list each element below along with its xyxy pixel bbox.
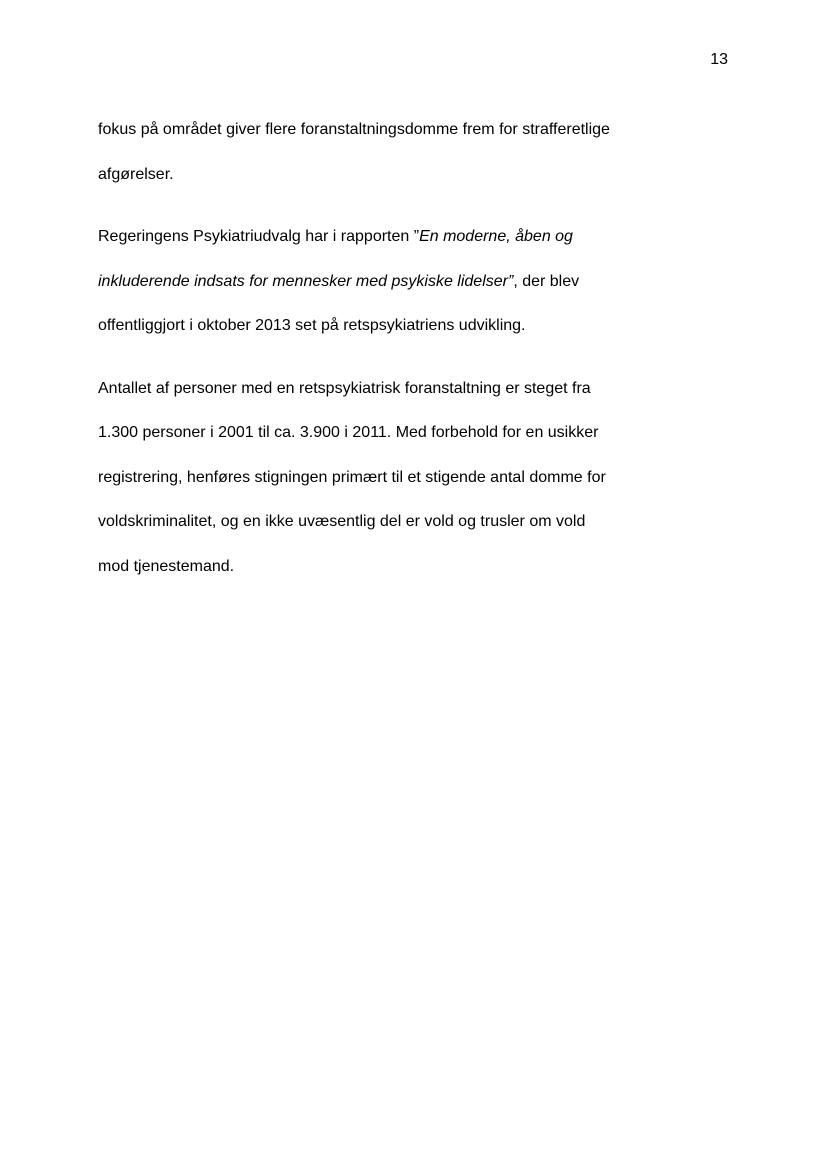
paragraph-line: voldskriminalitet, og en ikke uvæsentlig del er vold og trusler om vold [98, 513, 586, 530]
paragraph-line [98, 215, 738, 260]
paragraph-line: 1.300 personer i 2001 til ca. 3.900 i 2011. Med forbehold for en usikker [98, 424, 599, 441]
page-number: 13 [710, 51, 728, 68]
body-text [98, 108, 738, 607]
paragraph-1 [98, 108, 738, 197]
paragraph-2 [98, 215, 738, 349]
text-segment: , der blev [513, 272, 580, 290]
paragraph-line: Antallet af personer med en retspsykiatrisk foranstaltning er steget fra [98, 379, 591, 397]
paragraph-line: offentliggjort i oktober 2013 set på retspsykiatriens udvikling. [98, 317, 526, 334]
text-segment: Regeringens Psykiatriudvalg har i rapporten ” [98, 228, 420, 245]
report-title-part-1: En moderne, åben og [419, 228, 573, 245]
paragraph-line: mod tjenestemand. [98, 557, 235, 575]
paragraph-line [98, 260, 738, 305]
paragraph-3 [98, 367, 738, 590]
paragraph-line: afgørelser. [98, 165, 174, 183]
report-title-part-2: inkluderende indsats for mennesker med psykiske lidelser” [98, 272, 514, 290]
paragraph-line: fokus på området giver flere foranstaltningsdomme frem for strafferetlige [98, 121, 610, 138]
paragraph-line: registrering, henføres stigningen primært til et stigende antal domme for [98, 468, 606, 486]
